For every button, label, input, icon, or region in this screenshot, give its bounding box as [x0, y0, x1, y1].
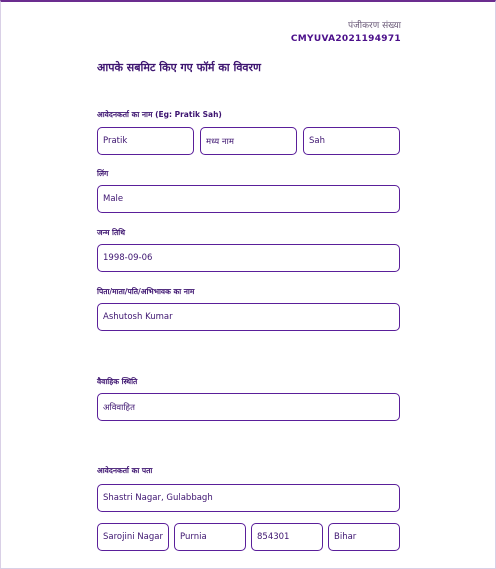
district-field[interactable]: Purnia	[174, 523, 246, 551]
guardian-name-field[interactable]: Ashutosh Kumar	[97, 303, 400, 331]
marital-status-label: वैवाहिक स्थिति	[97, 377, 138, 386]
marital-status-field[interactable]: अविवाहित	[97, 393, 400, 421]
dob-field[interactable]: 1998-09-06	[97, 244, 400, 272]
middle-name-field[interactable]: मध्य नाम	[200, 127, 297, 155]
gender-label: लिंग	[97, 169, 109, 178]
address-label: आवेदनकर्ता का पता	[97, 466, 153, 475]
registration-label: पंजीकरण संख्या	[348, 21, 401, 31]
dob-label: जन्म तिथि	[97, 228, 125, 237]
gender-field[interactable]: Male	[97, 185, 400, 213]
pincode-field[interactable]: 854301	[251, 523, 323, 551]
state-field[interactable]: Bihar	[328, 523, 400, 551]
guardian-label: पिता/माता/पति/अभिभावक का नाम	[97, 287, 195, 296]
applicant-name-label: आवेदनकर्ता का नाम (Eg: Pratik Sah)	[97, 110, 222, 119]
registration-number: CMYUVA2021194971	[290, 34, 401, 44]
last-name-field[interactable]: Sah	[303, 127, 400, 155]
address-line1-field[interactable]: Shastri Nagar, Gulabbagh	[97, 484, 400, 512]
form-title: आपके सबमिट किए गए फॉर्म का विवरण	[97, 61, 261, 74]
first-name-field[interactable]: Pratik	[97, 127, 194, 155]
locality-field[interactable]: Sarojini Nagar	[97, 523, 169, 551]
